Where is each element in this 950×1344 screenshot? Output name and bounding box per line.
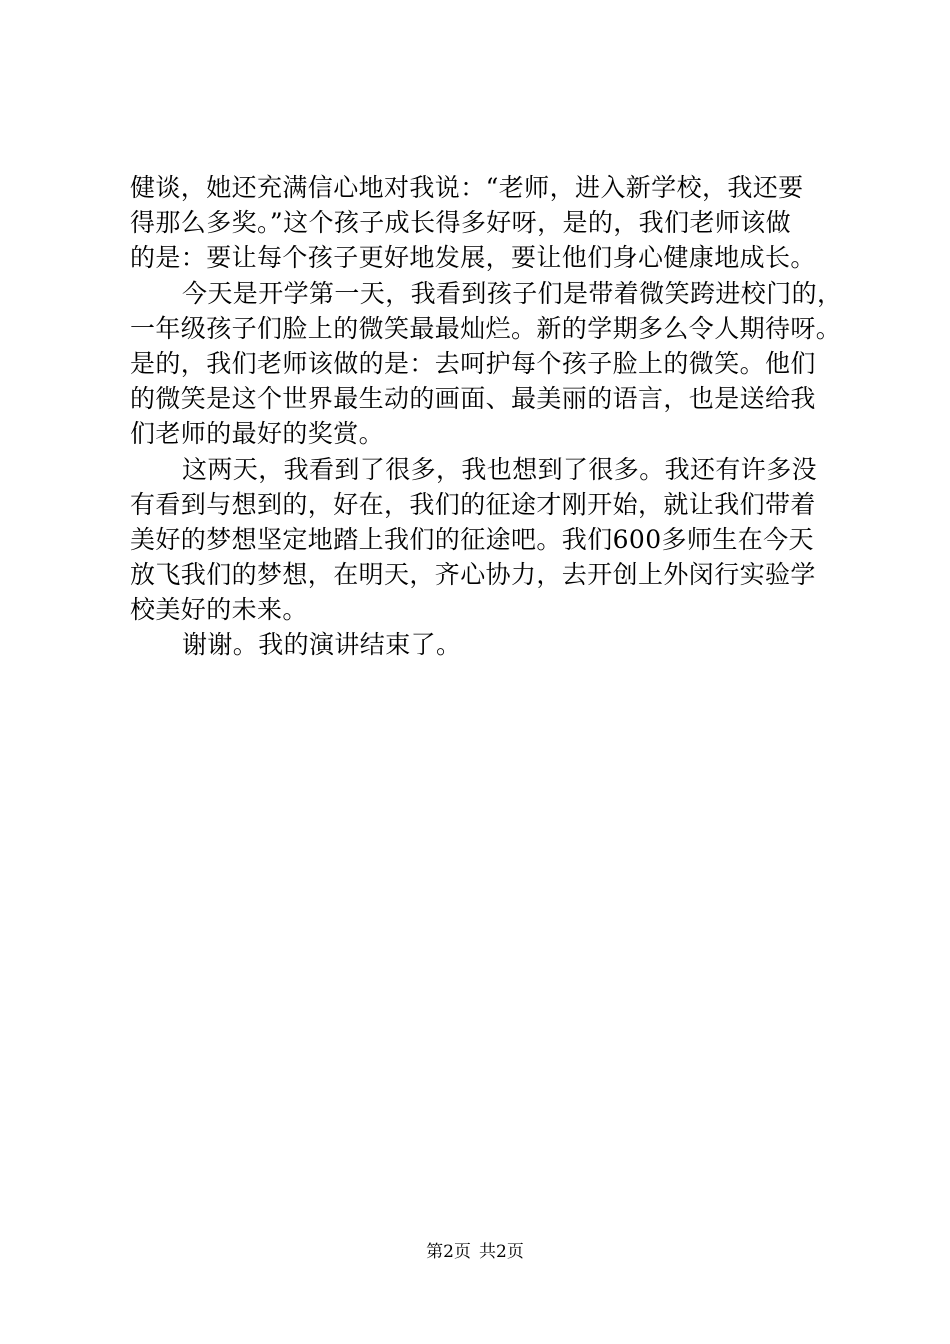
- text-line: 的微笑是这个世界最生动的画面、最美丽的语言，也是送给我: [130, 384, 816, 414]
- text-line: 的是：要让每个孩子更好地发展，要让他们身心健康地成长。: [130, 243, 816, 273]
- text-line: 这两天，我看到了很多，我也想到了很多。我还有许多没: [182, 454, 818, 484]
- paragraph-2: [130, 276, 843, 452]
- page-total: 共2页: [479, 1242, 524, 1262]
- paragraph-1: [130, 170, 835, 276]
- text-line: 校美好的未来。: [130, 595, 308, 625]
- document-body: [130, 170, 843, 663]
- paragraph-4: [130, 627, 835, 662]
- text-line: 得那么多奖。”这个孩子成长得多好呀，是的，我们老师该做: [130, 208, 792, 238]
- text-line: 谢谢。我的演讲结束了。: [182, 630, 462, 660]
- text-line: 美好的梦想坚定地踏上我们的征途吧。我们600多师生在今天: [130, 524, 814, 554]
- text-line: 有看到与想到的，好在，我们的征途才刚开始，就让我们带着: [130, 489, 816, 519]
- text-line: 们老师的最好的奖赏。: [130, 419, 385, 449]
- paragraph-3: [130, 452, 835, 628]
- text-line: 健谈，她还充满信心地对我说：“老师，进入新学校，我还要: [130, 173, 804, 202]
- page-number: 第2页: [426, 1242, 471, 1262]
- text-line: 是的，我们老师该做的是：去呵护每个孩子脸上的微笑。他们: [130, 348, 816, 378]
- text-line: 今天是开学第一天，我看到孩子们是带着微笑跨进校门的，: [182, 278, 843, 308]
- text-line: 放飞我们的梦想，在明天，齐心协力，去开创上外闵行实验学: [130, 560, 816, 590]
- page-footer: [0, 1240, 950, 1264]
- text-line: 一年级孩子们脸上的微笑最最灿烂。新的学期多么令人期待呀。: [130, 313, 842, 343]
